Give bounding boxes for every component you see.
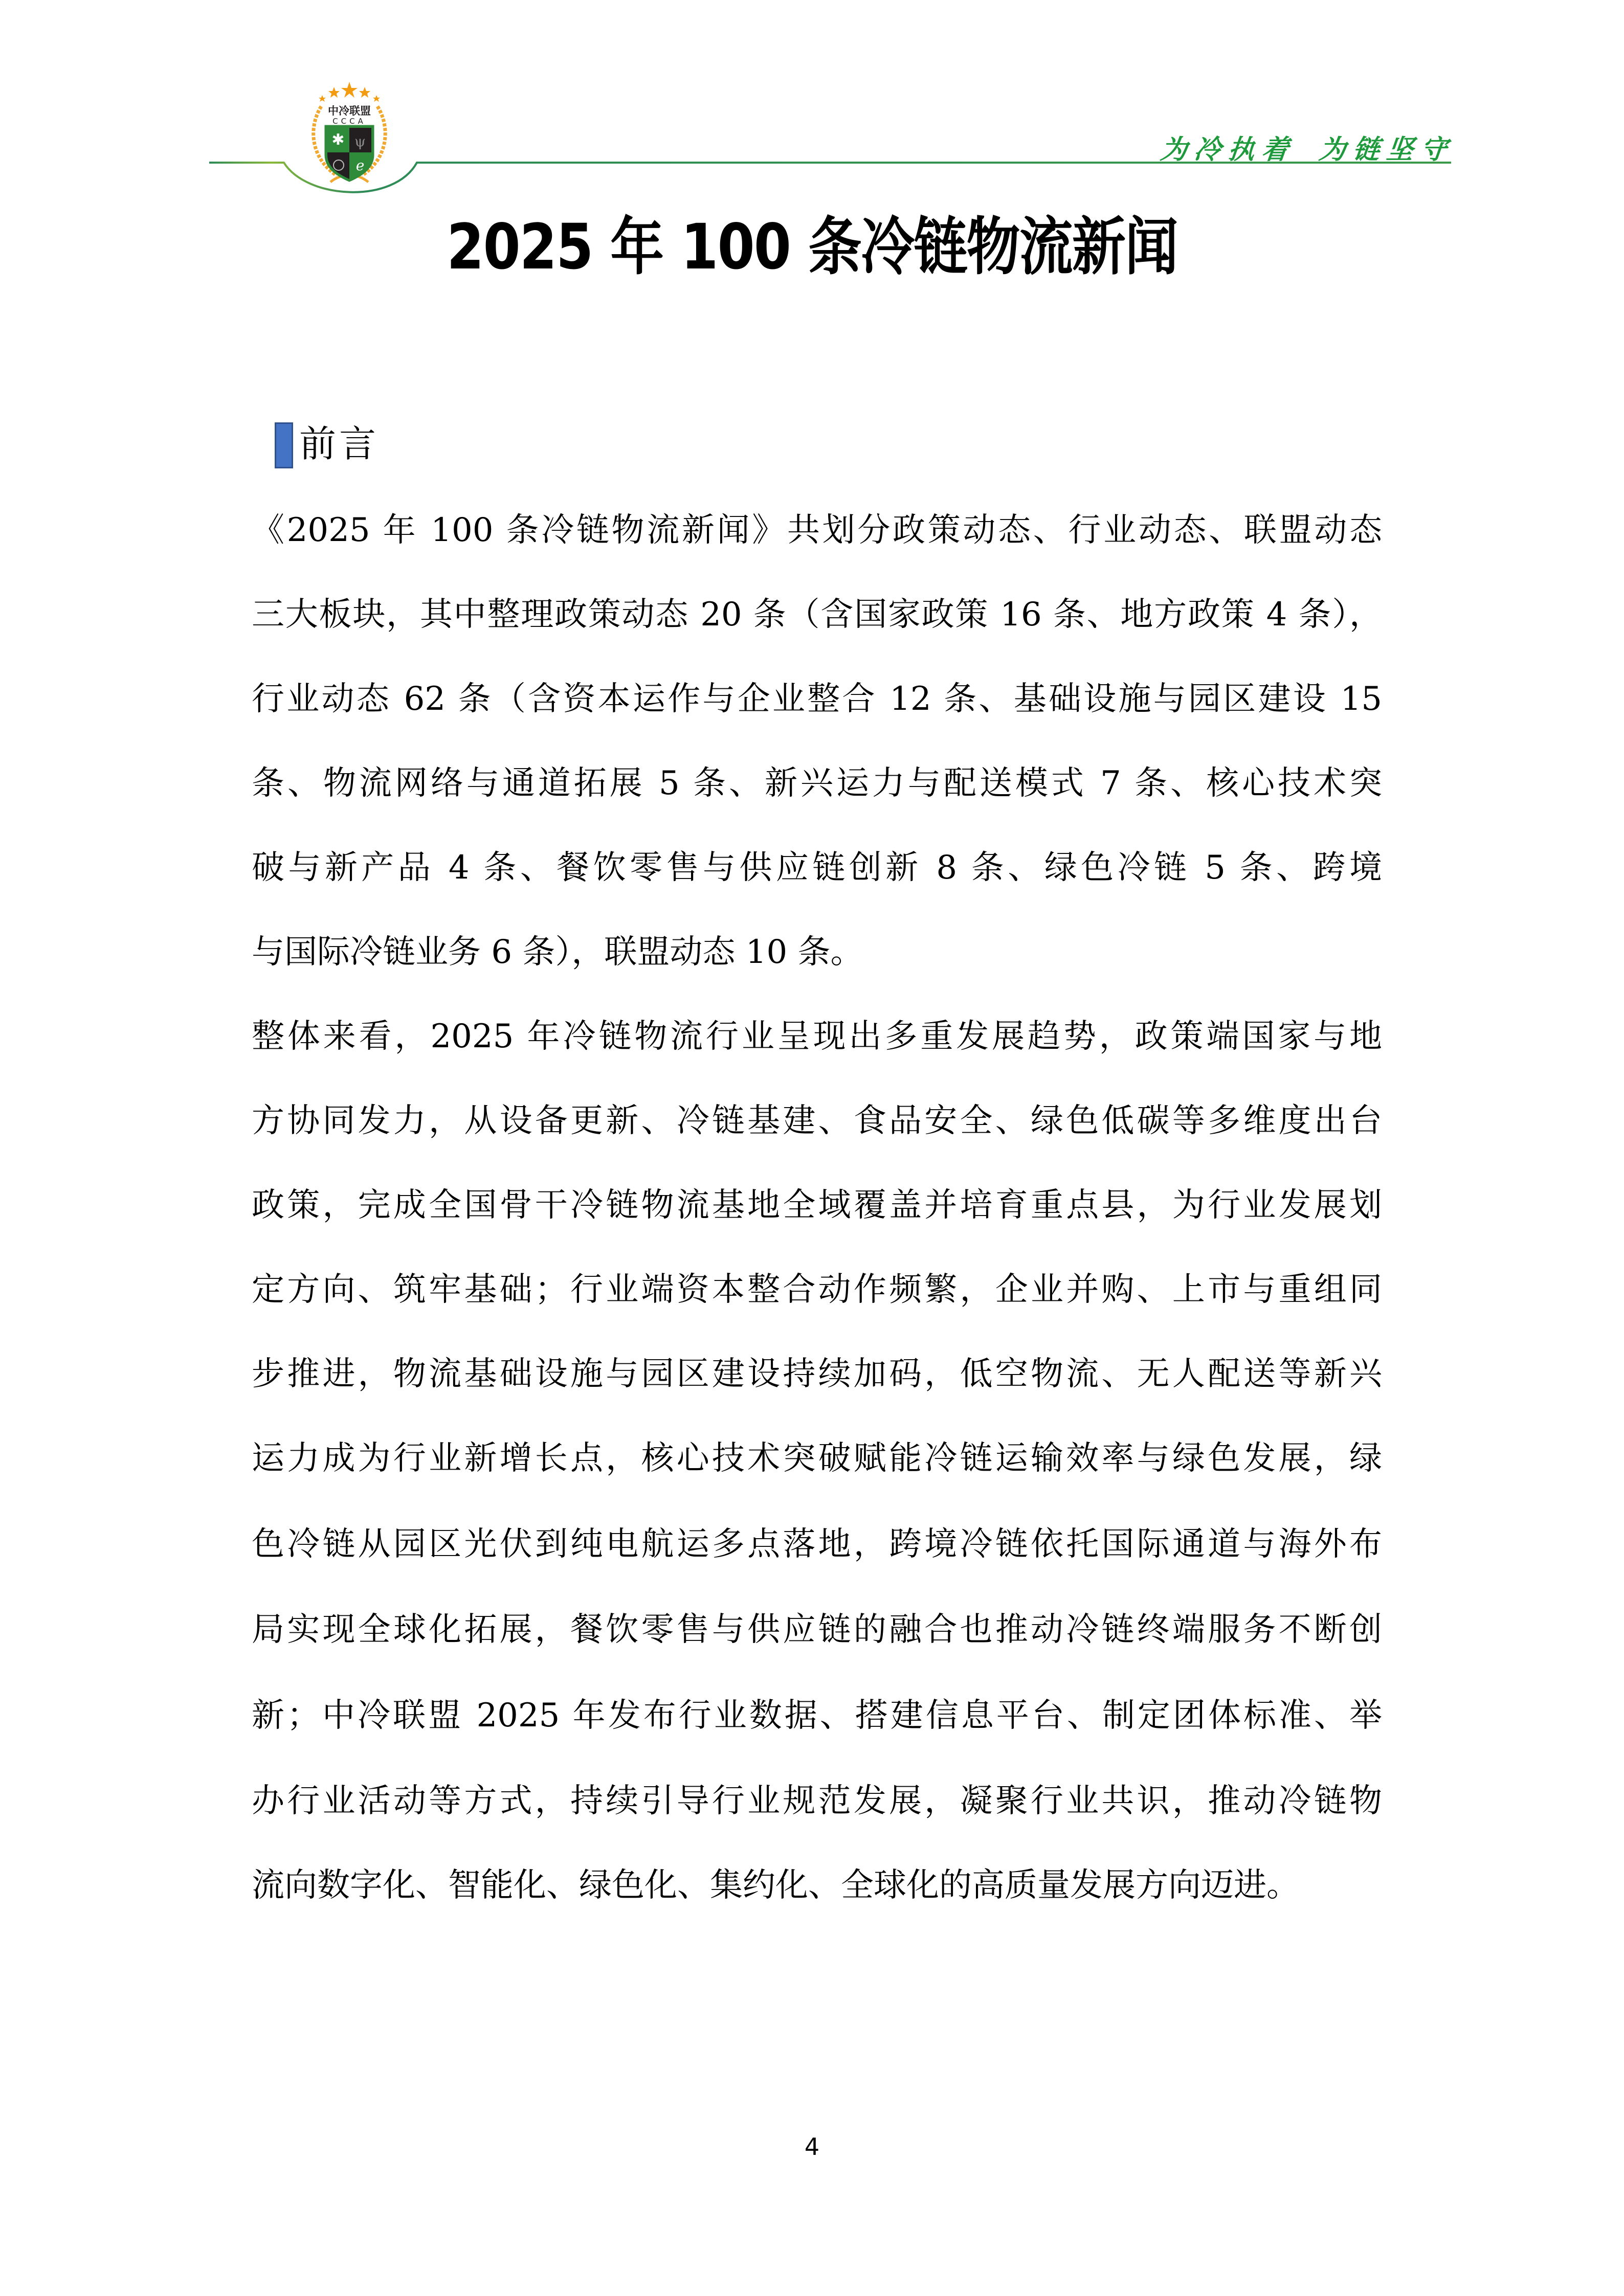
paragraph-2-line: 政策，完成全国骨干冷链物流基地全域覆盖并培育重点县，为行业发展划 bbox=[252, 1186, 1382, 1224]
snowflake-icon: ✱ bbox=[331, 131, 345, 149]
page-number: 4 bbox=[804, 2133, 820, 2160]
paragraph-2-line: 色冷链从园区光伏到纯电航运多点落地，跨境冷链依托国际通道与海外布 bbox=[252, 1525, 1382, 1563]
section-marker-bar bbox=[275, 422, 293, 468]
svg-text:中冷联盟: 中冷联盟 bbox=[328, 105, 371, 117]
paragraph-2-line: 定方向、筑牢基础；行业端资本整合动作频繁，企业并购、上市与重组同 bbox=[252, 1271, 1382, 1309]
ccca-logo bbox=[306, 81, 393, 191]
paragraph-2-line: 流向数字化、智能化、绿色化、集约化、全球化的高质量发展方向迈进。 bbox=[252, 1866, 1299, 1904]
header-slogan bbox=[1159, 128, 1456, 165]
paragraph-2-line: 整体来看，2025 年冷链物流行业呈现出多重发展趋势，政策端国家与地 bbox=[252, 1018, 1382, 1055]
paragraph-2-line: 局实现全球化拓展，餐饮零售与供应链的融合也推动冷链终端服务不断创 bbox=[252, 1611, 1382, 1649]
page-title: 2025 年 100 条冷链物流新闻 bbox=[447, 211, 1178, 283]
paragraph-1-line: 《2025 年 100 条冷链物流新闻》共划分政策动态、行业动态、联盟动态 bbox=[252, 511, 1382, 549]
paragraph-2-line: 新；中冷联盟 2025 年发布行业数据、搭建信息平台、制定团体标准、举 bbox=[252, 1697, 1382, 1735]
paragraph-1-line: 破与新产品 4 条、餐饮零售与供应链创新 8 条、绿色冷链 5 条、跨境 bbox=[252, 849, 1382, 887]
wheat-icon: ψ bbox=[354, 133, 366, 150]
svg-text:CCCA: CCCA bbox=[332, 117, 366, 126]
section-heading: 前言 bbox=[299, 422, 380, 465]
paragraph-2-line: 运力成为行业新增长点，核心技术突破赋能冷链运输效率与绿色发展，绿 bbox=[252, 1439, 1382, 1477]
paragraph-1-line: 三大板块，其中整理政策动态 20 条（含国家政策 16 条、地方政策 4 条）， bbox=[252, 596, 1382, 634]
paragraph-1-line: 行业动态 62 条（含资本运作与企业整合 12 条、基础设施与园区建设 15 bbox=[252, 680, 1382, 718]
star-icon bbox=[319, 82, 380, 102]
slogan-left: 为冷执着 bbox=[1159, 134, 1298, 165]
paragraph-1-line: 条、物流网络与通道拓展 5 条、新兴运力与配送模式 7 条、核心技术突 bbox=[252, 764, 1382, 802]
header-divider-line bbox=[0, 0, 1624, 215]
paragraph-1-line: 与国际冷链业务 6 条），联盟动态 10 条。 bbox=[252, 933, 863, 971]
paragraph-2-line: 方协同发力，从设备更新、冷链基建、食品安全、绿色低碳等多维度出台 bbox=[252, 1102, 1382, 1140]
paragraph-2-line: 办行业活动等方式，持续引导行业规范发展，凝聚行业共识，推动冷链物 bbox=[252, 1782, 1382, 1820]
e-icon: e bbox=[355, 157, 365, 174]
paragraph-2-line: 步推进，物流基础设施与园区建设持续加码，低空物流、无人配送等新兴 bbox=[252, 1355, 1382, 1393]
slogan-right: 为链坚守 bbox=[1317, 134, 1456, 165]
